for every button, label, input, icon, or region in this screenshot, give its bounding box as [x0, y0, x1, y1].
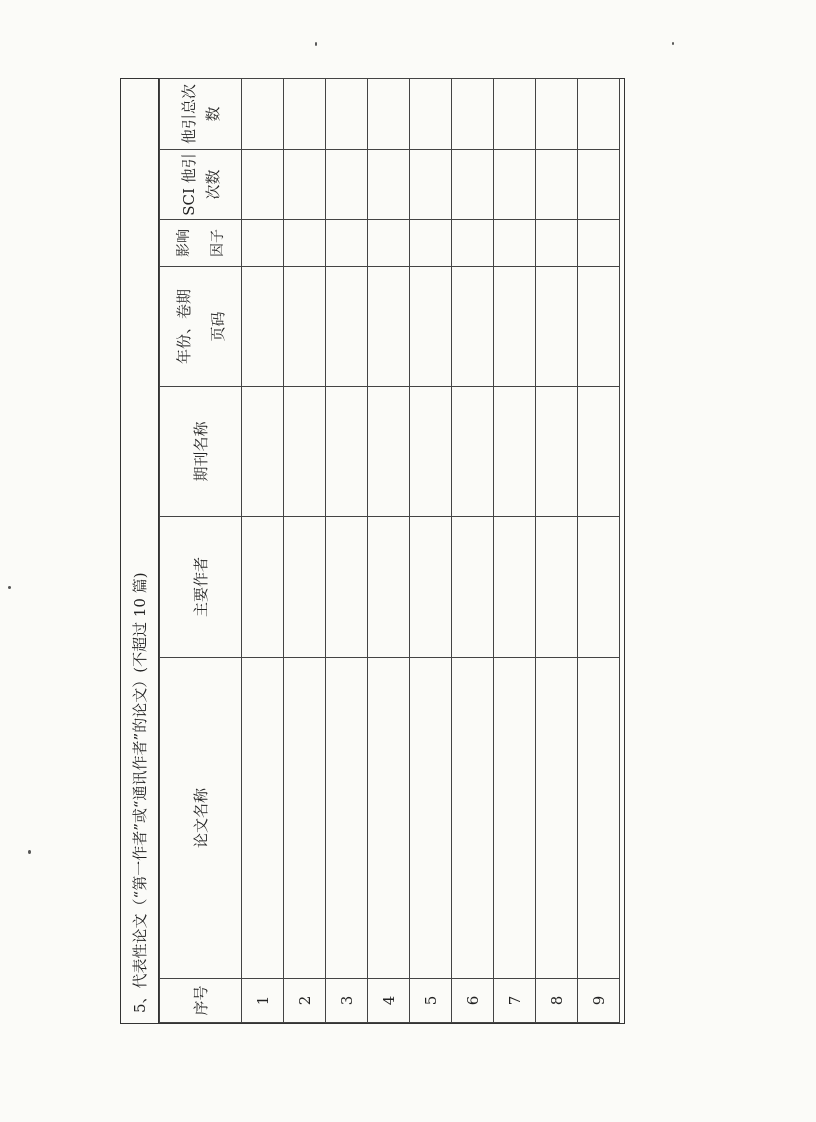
header-journal: 期刊名称	[160, 387, 242, 517]
cell-title[interactable]	[326, 658, 368, 979]
cell-authors[interactable]	[578, 517, 620, 658]
cell-journal[interactable]	[284, 387, 326, 517]
cell-impact-factor[interactable]	[284, 220, 326, 267]
header-index: 序号	[160, 979, 242, 1023]
cell-index: 8	[536, 979, 578, 1023]
cell-journal[interactable]	[452, 387, 494, 517]
header-sci-citations: SCI 他引 次数	[160, 150, 242, 220]
cell-impact-factor[interactable]	[494, 220, 536, 267]
cell-journal[interactable]	[578, 387, 620, 517]
cell-sci-citations[interactable]	[536, 150, 578, 220]
table-row	[284, 79, 326, 1023]
cell-title[interactable]	[242, 658, 284, 979]
cell-journal[interactable]	[410, 387, 452, 517]
cell-year-volume-pages[interactable]	[452, 267, 494, 387]
cell-authors[interactable]	[494, 517, 536, 658]
cell-journal[interactable]	[368, 387, 410, 517]
table-row	[452, 79, 494, 1023]
cell-sci-citations[interactable]	[494, 150, 536, 220]
cell-sci-citations[interactable]	[368, 150, 410, 220]
cell-authors[interactable]	[368, 517, 410, 658]
scan-speck	[315, 42, 317, 46]
cell-total-citations[interactable]	[242, 79, 284, 150]
table-row	[410, 79, 452, 1023]
cell-authors[interactable]	[536, 517, 578, 658]
cell-sci-citations[interactable]	[242, 150, 284, 220]
scan-speck	[28, 850, 31, 854]
papers-table	[159, 78, 620, 1023]
cell-year-volume-pages[interactable]	[326, 267, 368, 387]
cell-sci-citations[interactable]	[326, 150, 368, 220]
cell-authors[interactable]	[452, 517, 494, 658]
cell-index: 3	[326, 979, 368, 1023]
table-row	[242, 79, 284, 1023]
cell-total-citations[interactable]	[284, 79, 326, 150]
cell-impact-factor[interactable]	[410, 220, 452, 267]
cell-impact-factor[interactable]	[326, 220, 368, 267]
cell-authors[interactable]	[242, 517, 284, 658]
cell-total-citations[interactable]	[494, 79, 536, 150]
cell-title[interactable]	[578, 658, 620, 979]
cell-year-volume-pages[interactable]	[578, 267, 620, 387]
section-title: 5、代表性论文（“第一作者”或“通讯作者”的论文）(不超过 10 篇)	[121, 79, 159, 1023]
cell-authors[interactable]	[326, 517, 368, 658]
scan-speck	[8, 586, 11, 589]
table-row	[326, 79, 368, 1023]
header-impact-factor: 影响 因子	[160, 220, 242, 267]
cell-impact-factor[interactable]	[242, 220, 284, 267]
header-title: 论文名称	[160, 658, 242, 979]
cell-impact-factor[interactable]	[368, 220, 410, 267]
cell-title[interactable]	[536, 658, 578, 979]
cell-index: 9	[578, 979, 620, 1023]
cell-total-citations[interactable]	[326, 79, 368, 150]
rotated-form	[120, 78, 625, 1024]
cell-authors[interactable]	[284, 517, 326, 658]
cell-authors[interactable]	[410, 517, 452, 658]
cell-sci-citations[interactable]	[284, 150, 326, 220]
cell-index: 2	[284, 979, 326, 1023]
header-authors: 主要作者	[160, 517, 242, 658]
scan-speck	[672, 42, 674, 45]
table-row	[368, 79, 410, 1023]
cell-total-citations[interactable]	[578, 79, 620, 150]
cell-index: 1	[242, 979, 284, 1023]
cell-year-volume-pages[interactable]	[536, 267, 578, 387]
header-row	[160, 79, 242, 1023]
cell-impact-factor[interactable]	[452, 220, 494, 267]
header-year-volume-pages: 年份、卷期 页码	[160, 267, 242, 387]
cell-index: 5	[410, 979, 452, 1023]
cell-year-volume-pages[interactable]	[494, 267, 536, 387]
cell-journal[interactable]	[494, 387, 536, 517]
cell-total-citations[interactable]	[452, 79, 494, 150]
cell-title[interactable]	[494, 658, 536, 979]
cell-year-volume-pages[interactable]	[284, 267, 326, 387]
cell-year-volume-pages[interactable]	[242, 267, 284, 387]
cell-sci-citations[interactable]	[452, 150, 494, 220]
cell-journal[interactable]	[242, 387, 284, 517]
cell-title[interactable]	[284, 658, 326, 979]
header-total-citations: 他引总次 数	[160, 79, 242, 150]
cell-sci-citations[interactable]	[410, 150, 452, 220]
table-row	[578, 79, 620, 1023]
cell-impact-factor[interactable]	[578, 220, 620, 267]
table-row	[536, 79, 578, 1023]
cell-journal[interactable]	[326, 387, 368, 517]
cell-index: 4	[368, 979, 410, 1023]
cell-index: 7	[494, 979, 536, 1023]
cell-title[interactable]	[410, 658, 452, 979]
cell-impact-factor[interactable]	[536, 220, 578, 267]
cell-journal[interactable]	[536, 387, 578, 517]
cell-year-volume-pages[interactable]	[410, 267, 452, 387]
cell-total-citations[interactable]	[368, 79, 410, 150]
cell-sci-citations[interactable]	[578, 150, 620, 220]
cell-year-volume-pages[interactable]	[368, 267, 410, 387]
cell-total-citations[interactable]	[536, 79, 578, 150]
cell-title[interactable]	[452, 658, 494, 979]
table-row	[494, 79, 536, 1023]
cell-total-citations[interactable]	[410, 79, 452, 150]
cell-title[interactable]	[368, 658, 410, 979]
cell-index: 6	[452, 979, 494, 1023]
